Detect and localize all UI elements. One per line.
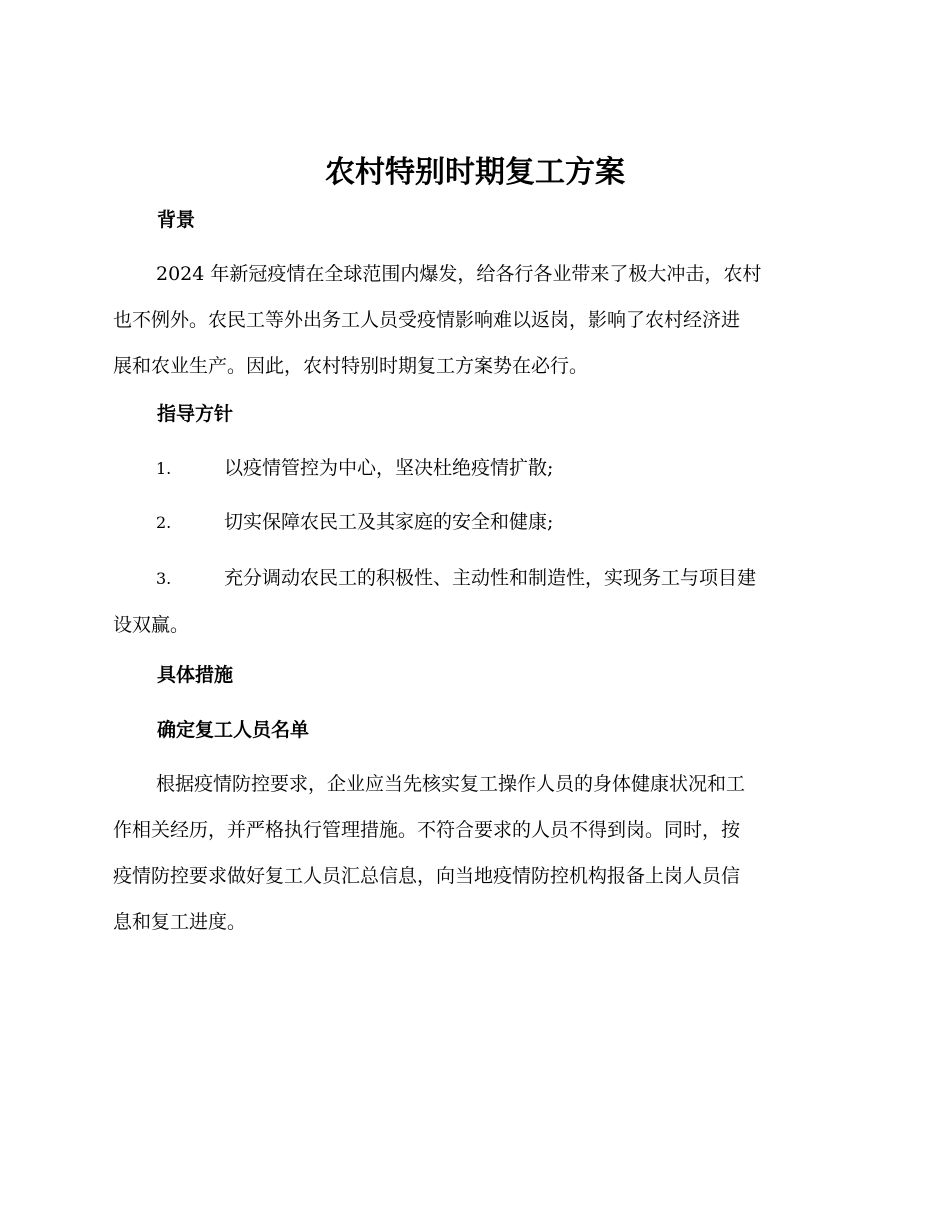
subheading-staff-list: 确定复工人员名单 — [157, 719, 310, 741]
paragraph-line: 疫情防控要求做好复工人员汇总信息，向当地疫情防控机构报备上岗人员信 — [113, 865, 741, 887]
heading-measures: 具体措施 — [157, 664, 234, 686]
list-item — [113, 445, 835, 492]
list-text: 以疫情管控为中心，坚决杜绝疫情扩散; — [224, 457, 554, 479]
paragraph-line: 根据疫情防控要求，企业应当先核实复工操作人员的身体健康状况和工 — [156, 773, 746, 795]
document-title: 农村特别时期复工方案 — [325, 155, 625, 190]
paragraph-measures — [113, 761, 835, 945]
paragraph-line: 展和农业生产。因此，农村特别时期复工方案势在必行。 — [113, 355, 589, 377]
heading-background: 背景 — [157, 209, 196, 231]
paragraph-line: 2024 年新冠疫情在全球范围内爆发，给各行各业带来了极大冲击，农村 — [156, 263, 762, 285]
list-text: 充分调动农民工的积极性、主动性和制造性，实现务工与项目建 — [224, 567, 757, 589]
heading-guidelines: 指导方针 — [157, 403, 234, 425]
list-text: 切实保障农民工及其家庭的安全和健康; — [224, 511, 554, 533]
list-number: 3. — [156, 569, 172, 588]
list-number: 1. — [156, 459, 172, 478]
list-number: 2. — [156, 513, 172, 532]
paragraph-line: 也不例外。农民工等外出务工人员受疫情影响难以返岗，影响了农村经济进 — [113, 309, 741, 331]
list-item — [113, 555, 835, 648]
list-text-continuation: 设双赢。 — [113, 614, 190, 636]
paragraph-line: 作相关经历，并严格执行管理措施。不符合要求的人员不得到岗。同时，按 — [113, 819, 741, 841]
paragraph-line: 息和复工进度。 — [113, 911, 247, 933]
paragraph-background — [113, 251, 835, 389]
list-item — [113, 499, 835, 546]
